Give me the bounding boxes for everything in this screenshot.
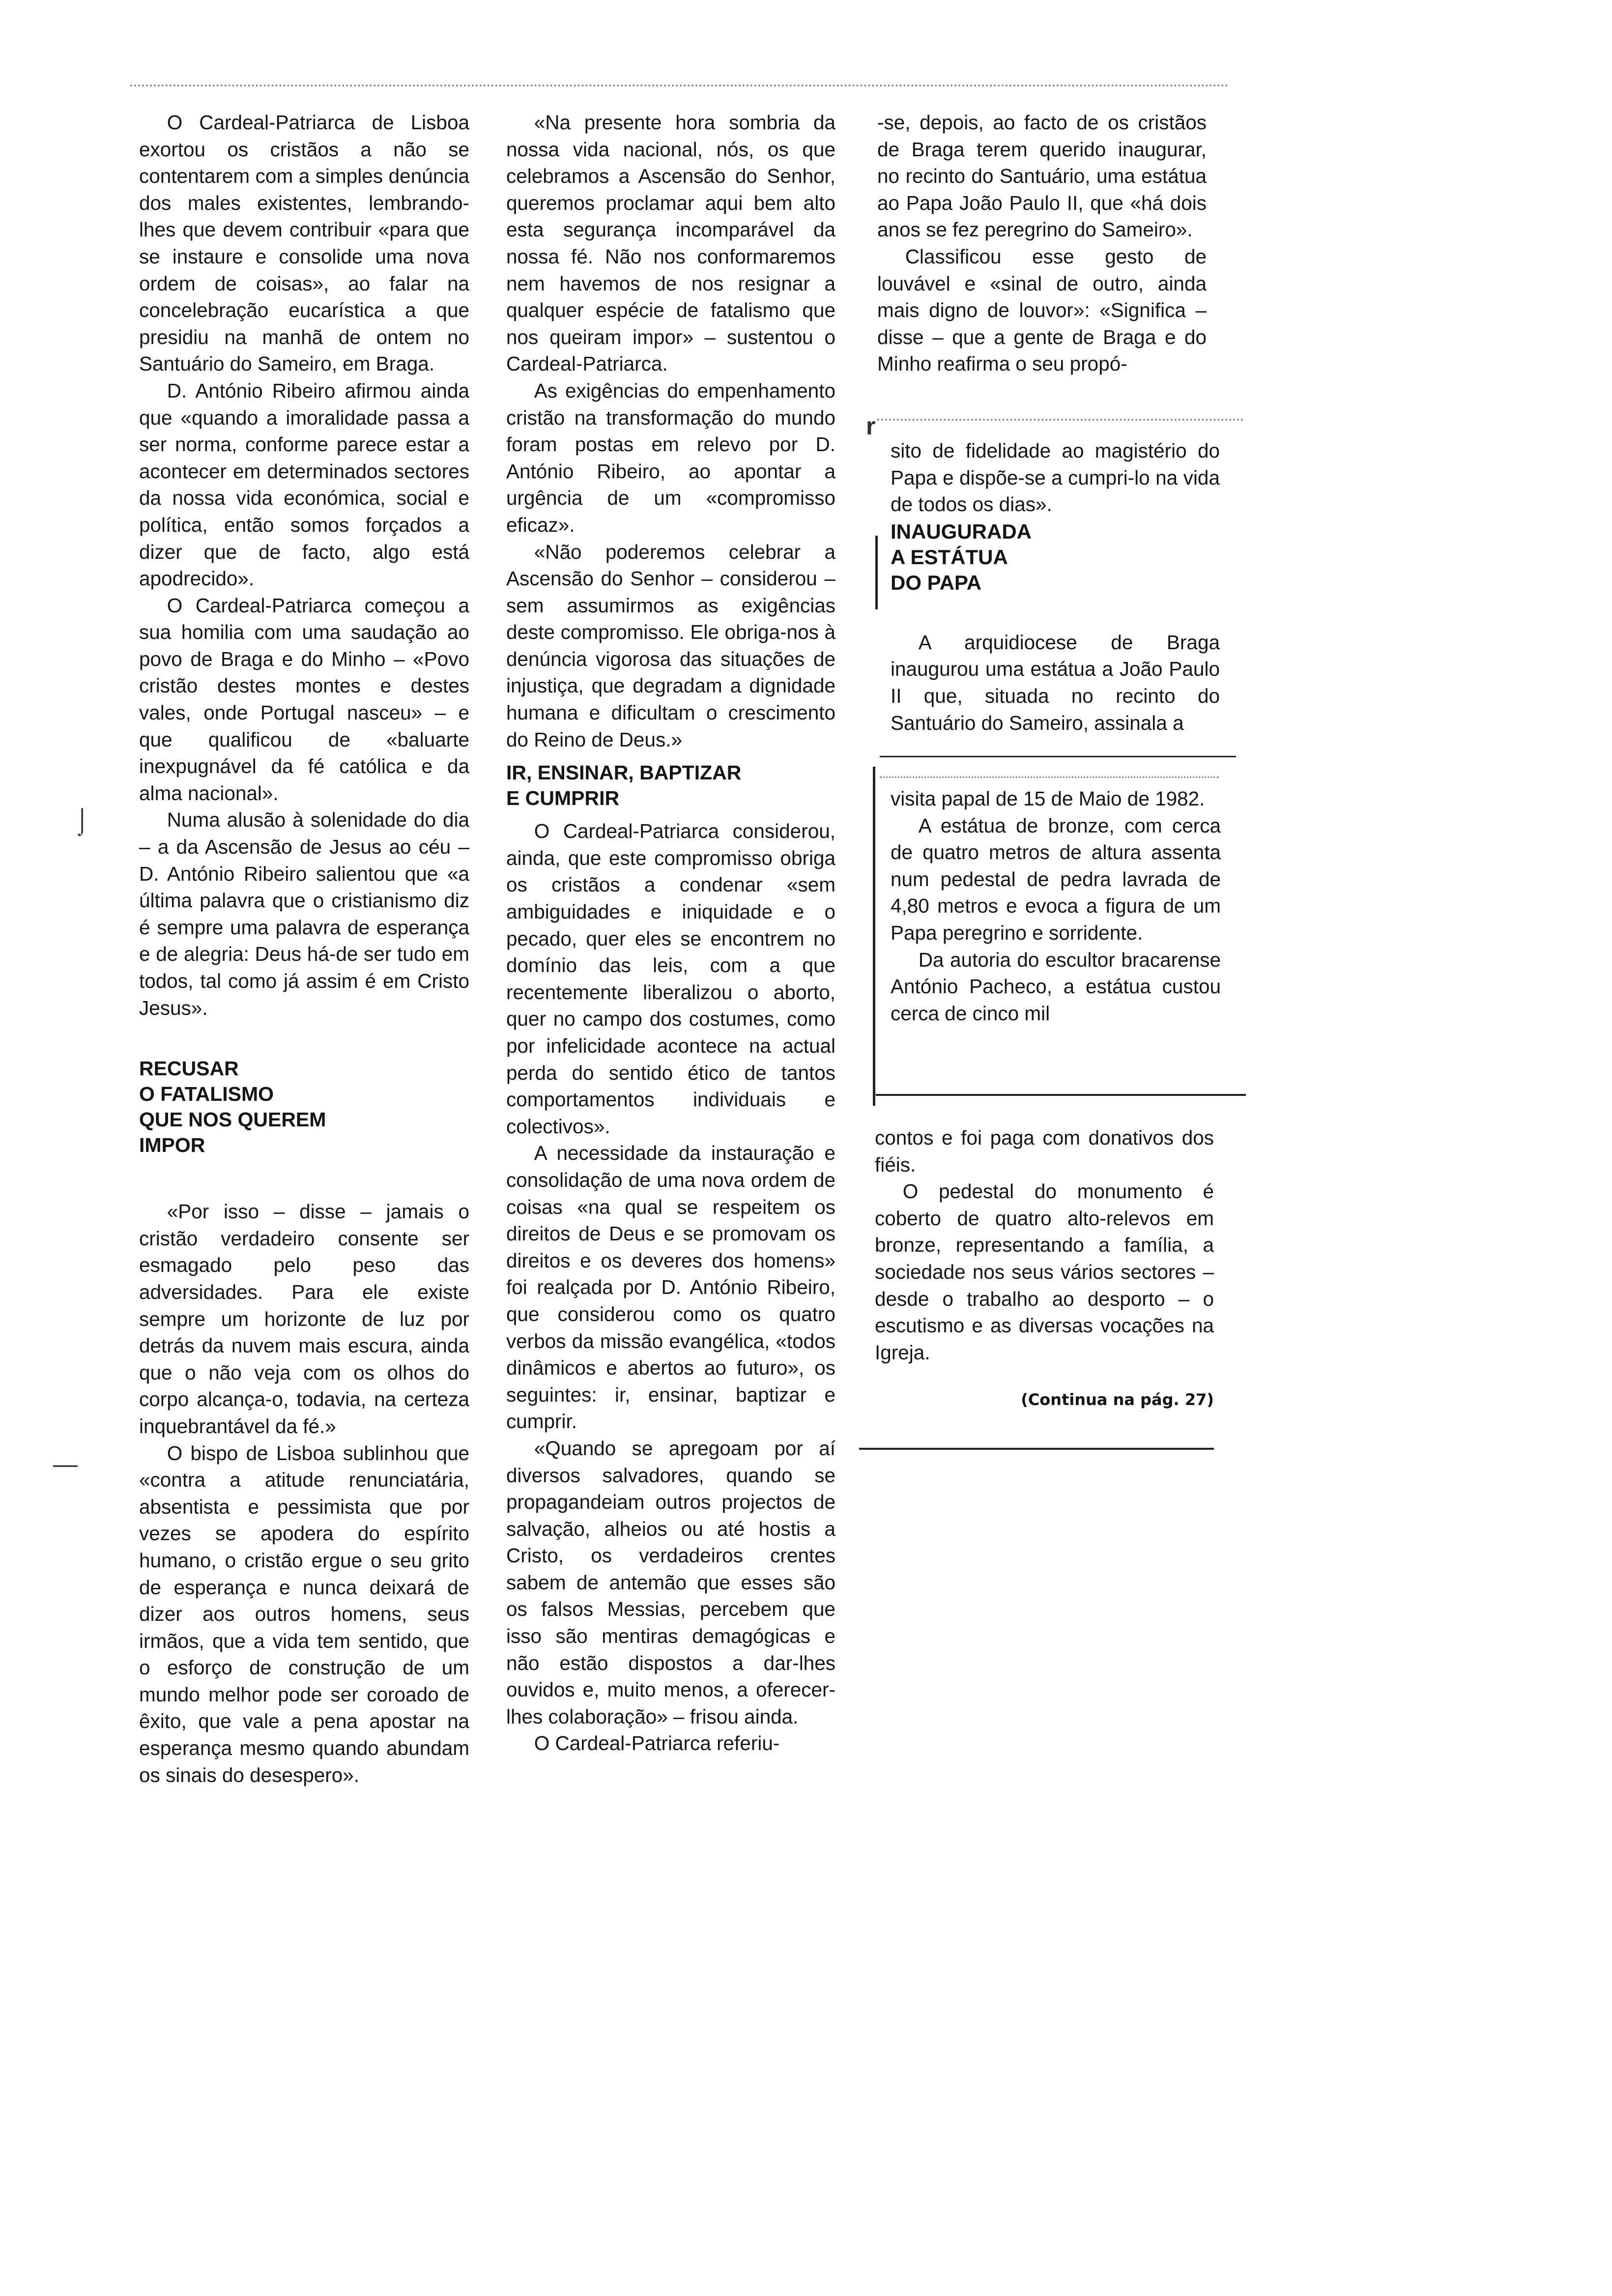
box1-paragraph: A arquidiocese de Braga inaugurou uma estátua a João Paulo II que, situada no recinto do Santuário do Sameiro, assinala a — [891, 631, 1220, 734]
box2-bottom-rule — [876, 1094, 1246, 1096]
col1-paragraph: O bispo de Lisboa sublinhou que «contra a atitude renunciatária, absentista e pessimista que por vezes se apodera do espírito humano, o cristão ergue o seu grito de esperança e nunca deixará de dizer aos outros homens, seus irmãos, que a vida tem sentido, que o esforço de construção de um mundo melhor pode ser coroado de êxito, que vale a pena apostar na esperança mesmo quando abundam os sinais do desespero». — [139, 1441, 469, 1786]
col2-paragraph: A necessidade da instauração e consolidação de uma nova ordem de coisas «na qual se respeitem os direitos de Deus e se promovam os direitos e os deveres dos homens» foi realçada por D. António Ribeiro, que considerou como os quatro verbos da missão evangélica, «todos dinâmicos e abertos ao futuro», os seguintes: ir, ensinar, baptizar e cumprir. — [506, 1142, 835, 1433]
box2-top-rule — [880, 756, 1236, 757]
box1-heading-line: INAUGURADA — [891, 519, 1032, 543]
col1-paragraph: O Cardeal-Patriarca de Lisboa exortou os cristãos a não se contentarem com a simples denúncia dos males existentes, lembrando-lhes que devem contribuir «para que se instaure e consolide uma nova ordem de coisas», ao falar na concelebração eucarística a que presidiu na manhã de ontem no Santuário do Sameiro, em Braga. — [139, 111, 469, 375]
col2-heading-line: E CUMPRIR — [506, 787, 620, 810]
box2-left-bar — [873, 767, 875, 1106]
box1-heading — [891, 519, 1220, 596]
top-dotted-rule — [130, 85, 1229, 86]
col3-paragraph: Classificou esse gesto de louvável e «sinal de outro, ainda mais digno de louvor»: «Significa – disse – que a gente de Braga e do Minho reafirma o seu propó- — [877, 245, 1207, 375]
box-2 — [891, 785, 1221, 1027]
col1-heading-line: IMPOR — [139, 1134, 205, 1157]
box1-corner-mark: r — [866, 412, 876, 440]
col1-heading-line: QUE NOS QUEREM — [139, 1108, 326, 1131]
margin-mark: — — [53, 1450, 78, 1478]
box2-dotted-rule — [880, 776, 1219, 778]
col1-paragraph: D. António Ribeiro afirmou ainda que «quando a imoralidade passa a ser norma, conforme parece estar a acontecer em determinados sectores da nossa vida económica, social e política, então somos forçados a dizer que de facto, algo está apodrecido». — [139, 379, 469, 590]
margin-mark: ⌡ — [75, 806, 90, 834]
col2-paragraph: «Não poderemos celebrar a Ascensão do Senhor – considerou – sem assumirmos as exigências deste compromisso. Ele obriga-nos à denúncia vigorosa das situações de injustiça, que degradam a dignidade humana e dificultam o crescimento do Reino de Deus.» — [506, 540, 835, 751]
col1-heading-line: O FATALISMO — [139, 1083, 274, 1106]
col1-paragraph: «Por isso – disse – jamais o cristão verdadeiro consente ser esmagado pelo peso das adversidades. Para ele existe sempre um horizonte de luz por detrás da nuvem mais escura, ainda que o não veja com os olhos do corpo alcança-o, todavia, na certeza inquebrantável da fé.» — [139, 1200, 469, 1437]
col2-paragraph: As exigências do empenhamento cristão na transformação do mundo foram postas em relevo por D. António Ribeiro, ao apontar a urgência de um «compromisso eficaz». — [506, 379, 835, 536]
col2-paragraph: «Na presente hora sombria da nossa vida nacional, nós, os que celebramos a Ascensão do Senhor, queremos proclamar aqui bem alto esta segurança incomparável da nossa fé. Não nos conformaremos nem havemos de nos resignar a qualquer espécie de fatalismo que nos queiram impor» – sustentou o Cardeal-Patriarca. — [506, 111, 835, 375]
box1-heading-bar — [875, 536, 878, 609]
box1-heading-line: A ESTÁTUA — [891, 545, 1008, 569]
article-end-rule — [859, 1448, 1214, 1450]
col1-paragraph: Numa alusão à solenidade do dia – a da Ascensão de Jesus ao céu – D. António Ribeiro salientou que «a última palavra que o cristianismo diz é sempre uma palavra de esperança e de alegria: Deus há-de ser tudo em todos, tal como já assim é em Cristo Jesus». — [139, 808, 469, 1019]
box1-paragraph: sito de fidelidade ao magistério do Papa e dispõe-se a cumpri-lo na vida de todos os dias». — [891, 439, 1220, 516]
column-3-bottom — [875, 1124, 1214, 1413]
box2-paragraph: visita papal de 15 de Maio de 1982. — [891, 787, 1205, 810]
col1-paragraph: O Cardeal-Patriarca começou a sua homilia com uma saudação ao povo de Braga e do Minho – «Povo cristão destes montes e destes vales, onde Portugal nasceu» – e que qualificou de «baluarte inexpugnável da fé católica e da alma nacional». — [139, 594, 469, 804]
col2-paragraph: «Quando se apregoam por aí diversos salvadores, quando se propagandeiam outros projectos de salvação, alheios ou até hostis a Cristo, os verdadeiros crentes sabem de antemão que esses são os falsos Messias, percebem que isso são mentiras demagógicas e não estão dispostos a dar-lhes ouvidos e, muito menos, a oferecer-lhes colaboração» – frisou ainda. — [506, 1436, 835, 1728]
box1-dotted-rule — [877, 419, 1243, 421]
column-2 — [506, 109, 835, 1757]
col2-heading-line: IR, ENSINAR, BAPTIZAR — [506, 761, 742, 784]
col3-paragraph: O pedestal do monumento é coberto de quatro alto-relevos em bronze, representando a família, a sociedade nos seus vários sectores – desde o trabalho ao desporto – o escutismo e as diversas vocações na Igreja. — [875, 1180, 1214, 1364]
col2-paragraph: O Cardeal-Patriarca referiu- — [534, 1732, 780, 1755]
continua-note: (Continua na pág. 27) — [1021, 1390, 1214, 1409]
box2-paragraph: A estátua de bronze, com cerca de quatro metros de altura assenta num pedestal de pedra lavrada de 4,80 metros e evoca a figura de um Papa peregrino e sorridente. — [891, 814, 1221, 944]
col1-heading-line: RECUSAR — [139, 1057, 239, 1080]
column-3-top — [877, 109, 1207, 377]
box-1 — [891, 437, 1220, 736]
column-1 — [139, 109, 469, 1788]
col3-paragraph: -se, depois, ao facto de os cristãos de Braga terem querido inaugurar, no recinto do Santuário, uma estátua ao Papa João Paulo II, que «há dois anos se fez peregrino do Sameiro». — [877, 111, 1207, 241]
box1-heading-line: DO PAPA — [891, 571, 982, 594]
col2-paragraph: O Cardeal-Patriarca considerou, ainda, que este compromisso obriga os cristãos a condenar «sem ambiguidades e iniquidade e o pecado, quer eles se encontrem no domínio das leis, com a que recentemente liberalizou o aborto, quer no campo dos costumes, como por infelicidade acontece na actual perda do sentido ético de tantos comportamentos individuais e colectivos». — [506, 820, 835, 1138]
col3-paragraph: contos e foi paga com donativos dos fiéis. — [875, 1126, 1214, 1176]
box2-paragraph: Da autoria do escultor bracarense António Pacheco, a estátua custou cerca de cinco mil — [891, 948, 1221, 1025]
